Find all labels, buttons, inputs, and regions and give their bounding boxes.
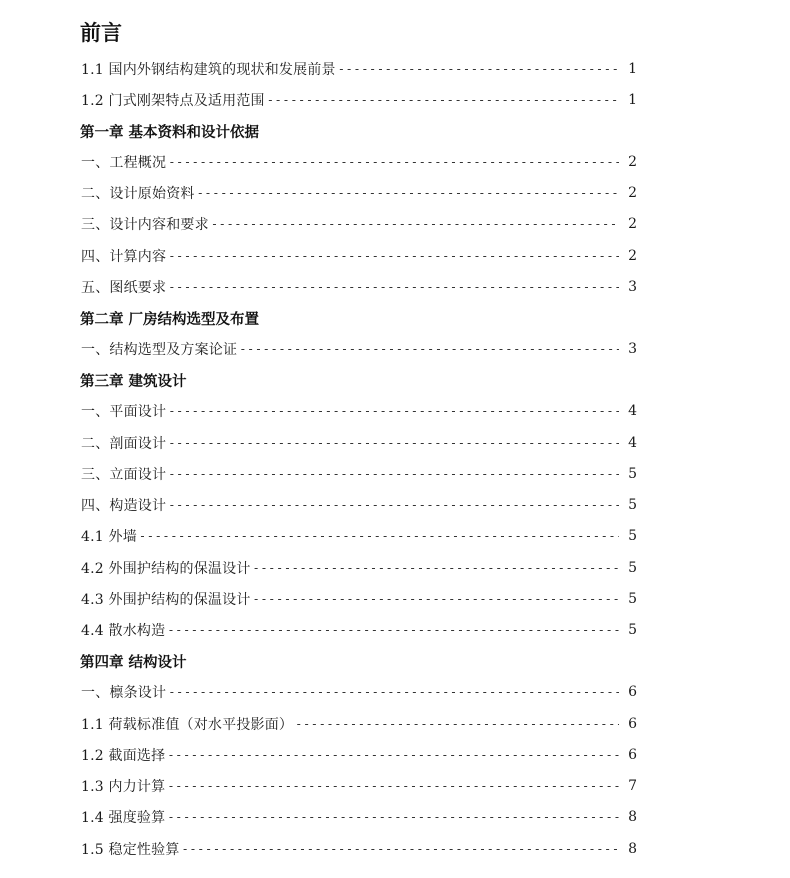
toc-entry-page: 2 — [628, 185, 637, 201]
toc-leader — [197, 185, 619, 201]
toc-leader — [295, 716, 619, 732]
toc-entry — [81, 618, 637, 642]
toc-entry-page: 5 — [628, 497, 637, 513]
toc-leader — [167, 747, 619, 763]
toc-entry-label: 4.3 外围护结构的保温设计 — [81, 592, 251, 608]
toc-entry-page: 3 — [628, 279, 637, 295]
toc-leader — [139, 528, 619, 544]
toc-entry-page: 5 — [628, 528, 637, 544]
toc-entry — [81, 431, 637, 455]
toc-entry-page: 2 — [628, 248, 637, 264]
toc-leader — [168, 466, 619, 482]
toc-entry — [81, 712, 637, 736]
toc-entry — [81, 837, 637, 861]
toc-entry-label: 4.4 散水构造 — [81, 623, 166, 639]
toc-entry-label: 二、设计原始资料 — [81, 186, 195, 202]
chapter-heading: 第二章 厂房结构选型及布置 — [80, 311, 260, 328]
toc-entry-page: 6 — [628, 747, 637, 763]
toc-entry-page: 5 — [628, 622, 637, 638]
toc-leader — [338, 61, 619, 77]
toc-entry — [81, 680, 637, 704]
toc-entry-page: 3 — [628, 341, 637, 357]
toc-entry-label: 1.3 内力计算 — [81, 779, 166, 795]
toc-entry-label: 三、立面设计 — [81, 467, 167, 483]
toc-leader — [168, 684, 619, 700]
toc-title: 前言 — [80, 21, 122, 45]
chapter-heading: 第三章 建筑设计 — [80, 373, 187, 390]
toc-entry-page: 8 — [628, 809, 637, 825]
toc-leader — [267, 92, 619, 108]
toc-entry — [81, 88, 637, 112]
toc-entry-label: 四、构造设计 — [81, 498, 167, 514]
toc-leader — [182, 841, 619, 857]
toc-entry-label: 4.2 外围护结构的保温设计 — [81, 561, 251, 577]
toc-leader — [168, 403, 619, 419]
toc-entry-label: 4.1 外墙 — [81, 529, 137, 545]
chapter-heading: 第四章 结构设计 — [80, 654, 187, 671]
toc-entry-page: 5 — [628, 560, 637, 576]
toc-entry — [81, 244, 637, 268]
chapter-heading: 第一章 基本资料和设计依据 — [80, 124, 260, 141]
toc-entry — [81, 275, 637, 299]
toc-leader — [239, 341, 619, 357]
toc-entry — [81, 587, 637, 611]
toc-entry — [81, 805, 637, 829]
toc-entry — [81, 399, 637, 423]
toc-entry-label: 三、设计内容和要求 — [81, 217, 209, 233]
toc-entry-page: 6 — [628, 684, 637, 700]
toc-entry-page: 2 — [628, 216, 637, 232]
toc-leader — [168, 154, 619, 170]
toc-entry — [81, 57, 637, 81]
toc-entry-label: 1.2 门式刚架特点及适用范围 — [81, 93, 265, 109]
toc-entry — [81, 493, 637, 517]
toc-entry — [81, 524, 637, 548]
toc-entry — [81, 181, 637, 205]
toc-leader — [168, 497, 619, 513]
toc-entry-page: 2 — [628, 154, 637, 170]
toc-entry-page: 8 — [628, 841, 637, 857]
toc-entry-label: 1.2 截面选择 — [81, 748, 166, 764]
toc-entry — [81, 556, 637, 580]
toc-entry-label: 1.4 强度验算 — [81, 810, 166, 826]
toc-entry-label: 一、工程概况 — [81, 155, 167, 171]
toc-entry-page: 5 — [628, 591, 637, 607]
toc-leader — [253, 560, 619, 576]
toc-leader — [167, 622, 619, 638]
toc-entry-page: 1 — [628, 92, 637, 108]
toc-leader — [211, 216, 619, 232]
toc-leader — [167, 778, 619, 794]
toc-entry — [81, 337, 637, 361]
toc-entry-page: 4 — [628, 403, 637, 419]
toc-entry-label: 一、檩条设计 — [81, 685, 167, 701]
toc-leader — [168, 279, 619, 295]
toc-entry-page: 6 — [628, 716, 637, 732]
toc-entry-page: 7 — [628, 778, 637, 794]
toc-entry-label: 四、计算内容 — [81, 249, 167, 265]
toc-entry-label: 1.1 荷载标准值（对水平投影面） — [81, 717, 294, 733]
toc-entry — [81, 743, 637, 767]
toc-entry-label: 二、剖面设计 — [81, 436, 167, 452]
toc-entry — [81, 774, 637, 798]
toc-entry-label: 1.1 国内外钢结构建筑的现状和发展前景 — [81, 62, 336, 78]
toc-leader — [253, 591, 619, 607]
toc-entry-page: 4 — [628, 435, 637, 451]
toc-leader — [168, 248, 619, 264]
toc-leader — [168, 435, 619, 451]
toc-entry-page: 1 — [628, 61, 637, 77]
toc-entry-label: 一、平面设计 — [81, 404, 167, 420]
toc-entry-label: 1.5 稳定性验算 — [81, 842, 180, 858]
toc-entry-page: 5 — [628, 466, 637, 482]
toc-entry-label: 五、图纸要求 — [81, 280, 167, 296]
toc-leader — [167, 809, 619, 825]
toc-entry — [81, 150, 637, 174]
toc-entry — [81, 212, 637, 236]
toc-entry — [81, 462, 637, 486]
toc-entry-label: 一、结构选型及方案论证 — [81, 342, 238, 358]
